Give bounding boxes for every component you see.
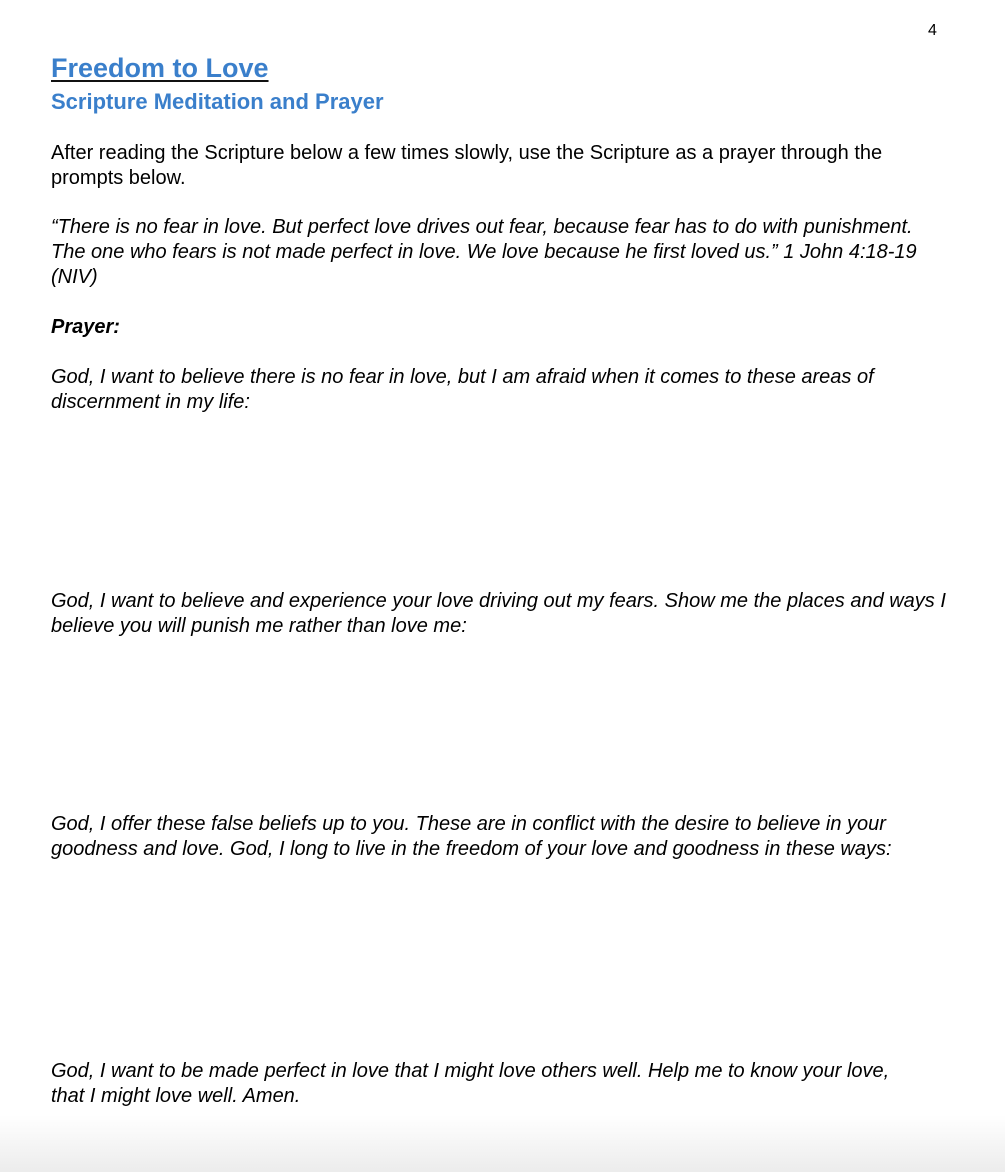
page-number: 4 xyxy=(928,22,937,39)
prayer-prompt-1: God, I want to believe there is no fear in love, but I am afraid when it comes to these areas of discernment in my life: xyxy=(51,366,874,413)
intro-paragraph: After reading the Scripture below a few times slowly, use the Scripture as a prayer through the prompts below. xyxy=(51,142,883,189)
prayer-prompt-3: God, I offer these false beliefs up to you. These are in conflict with the desire to believe in your goodness and love. God, I long to live in the freedom of your love and goodness in these ways: xyxy=(51,813,892,860)
prayer-prompt-4: God, I want to be made perfect in love that I might love others well. Help me to know your love, that I might love well. Amen. xyxy=(51,1060,890,1107)
page-subtitle: Scripture Meditation and Prayer xyxy=(51,89,384,114)
page-title: Freedom to Love xyxy=(51,53,269,83)
scripture-quote: “There is no fear in love. But perfect love drives out fear, because fear has to do with punishment. The one who fears is not made perfect in love. We love because he first loved us.” 1 John 4:18-19 (NIV) xyxy=(51,216,917,288)
prayer-prompt-2: God, I want to believe and experience your love driving out my fears. Show me the places and ways I believe you will punish me rather than love me: xyxy=(51,590,946,637)
prayer-label: Prayer: xyxy=(51,316,120,338)
